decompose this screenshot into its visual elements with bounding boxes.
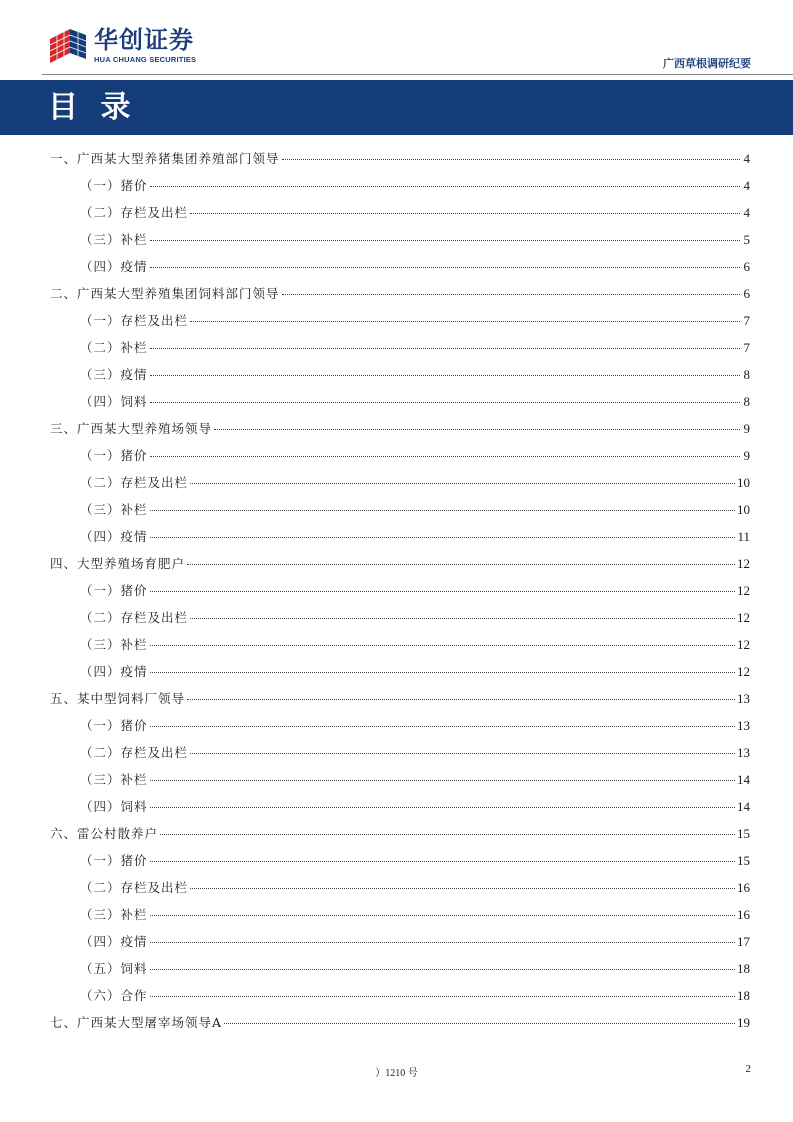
toc-subsection-link[interactable] (50, 388, 750, 415)
toc-section-link[interactable] (50, 685, 750, 712)
toc-dot-leader (190, 321, 740, 322)
toc-dot-leader (150, 996, 735, 997)
toc-dot-leader (150, 780, 735, 781)
toc-entry-label: （一）猪价 (80, 583, 148, 598)
toc-entry-page: 17 (737, 934, 750, 949)
toc-entry-label: （二）补栏 (80, 340, 148, 355)
toc-dot-leader (224, 1023, 735, 1024)
toc-entry-label: （三）补栏 (80, 502, 148, 517)
toc-entry-label: （五）饲料 (80, 961, 148, 976)
toc-subsection-link[interactable] (50, 712, 750, 739)
toc-entry-page: 4 (743, 151, 750, 166)
toc-entry-page: 12 (737, 664, 750, 679)
toc-section-link[interactable] (50, 145, 750, 172)
hua-chuang-logo-icon (50, 27, 86, 63)
toc-entry-label: 六、雷公村散养户 (50, 826, 159, 841)
toc-entry-page: 12 (737, 556, 750, 571)
toc-entry-label: （四）饲料 (80, 799, 148, 814)
toc-subsection-link[interactable] (50, 901, 750, 928)
toc-entry-page: 16 (737, 907, 750, 922)
toc-subsection-link[interactable] (50, 334, 750, 361)
toc-subsection-link[interactable] (50, 253, 750, 280)
page-header (0, 0, 793, 80)
toc-entry-label: 三、广西某大型养殖场领导 (50, 421, 213, 436)
toc-section-link[interactable] (50, 280, 750, 307)
toc-section-link[interactable] (50, 550, 750, 577)
toc-entry-page: 7 (743, 340, 750, 355)
toc-entry-label: （一）猪价 (80, 718, 148, 733)
report-tag: 广西草根调研纪要 (663, 57, 751, 70)
toc-subsection-link[interactable] (50, 874, 750, 901)
toc-entry-label: （二）存栏及出栏 (80, 205, 189, 220)
toc-entry-page: 6 (743, 286, 750, 301)
toc-dot-leader (150, 510, 735, 511)
toc-subsection-link[interactable] (50, 604, 750, 631)
toc-subsection-link[interactable] (50, 523, 750, 550)
toc-dot-leader (150, 537, 736, 538)
toc-subsection-link[interactable] (50, 928, 750, 955)
toc-entry-page: 5 (743, 232, 750, 247)
toc-entry-page: 10 (737, 475, 750, 490)
toc-subsection-link[interactable] (50, 955, 750, 982)
toc-subsection-link[interactable] (50, 469, 750, 496)
toc-subsection-link[interactable] (50, 172, 750, 199)
toc-entry-label: 一、广西某大型养猪集团养殖部门领导 (50, 151, 280, 166)
toc-subsection-link[interactable] (50, 766, 750, 793)
toc-subsection-link[interactable] (50, 361, 750, 388)
toc-entry-label: （四）疫情 (80, 259, 148, 274)
toc-entry-page: 13 (737, 718, 750, 733)
toc-entry-page: 16 (737, 880, 750, 895)
toc-entry-label: （四）疫情 (80, 664, 148, 679)
brand-name-cn: 华创证券 (94, 26, 194, 54)
toc-entry-label: 五、某中型饲料厂领导 (50, 691, 186, 706)
toc-section-link[interactable] (50, 1009, 750, 1036)
toc-entry-label: （三）补栏 (80, 907, 148, 922)
toc-entry-page: 8 (743, 367, 750, 382)
toc-entry-page: 18 (737, 988, 750, 1003)
toc-subsection-link[interactable] (50, 631, 750, 658)
toc-dot-leader (150, 942, 735, 943)
toc-entry-label: （三）疫情 (80, 367, 148, 382)
toc-entry-page: 8 (743, 394, 750, 409)
toc-entry-page: 18 (737, 961, 750, 976)
toc-dot-leader (187, 564, 735, 565)
toc-entry-label: （六）合作 (80, 988, 148, 1003)
toc-dot-leader (150, 186, 740, 187)
toc-entry-page: 14 (737, 772, 750, 787)
toc-dot-leader (187, 699, 735, 700)
toc-entry-page: 4 (743, 205, 750, 220)
toc-entry-label: （四）疫情 (80, 529, 148, 544)
toc-dot-leader (150, 375, 740, 376)
header-divider (42, 74, 793, 75)
toc-entry-label: （二）存栏及出栏 (80, 745, 189, 760)
toc-entry-label: （二）存栏及出栏 (80, 610, 189, 625)
toc-section-link[interactable] (50, 415, 750, 442)
toc-subsection-link[interactable] (50, 739, 750, 766)
title-band (0, 80, 793, 135)
toc-entry-page: 14 (737, 799, 750, 814)
brand-name-en: HUA CHUANG SECURITIES (94, 55, 197, 64)
toc-subsection-link[interactable] (50, 982, 750, 1009)
toc-dot-leader (190, 213, 740, 214)
toc-dot-leader (282, 159, 740, 160)
toc-dot-leader (150, 915, 735, 916)
toc-entry-label: （三）补栏 (80, 232, 148, 247)
toc-subsection-link[interactable] (50, 442, 750, 469)
toc-entry-label: （一）猪价 (80, 178, 148, 193)
toc-dot-leader (150, 591, 735, 592)
toc-entry-label: （二）存栏及出栏 (80, 475, 189, 490)
toc-entry-page: 15 (737, 826, 750, 841)
toc-section-link[interactable] (50, 820, 750, 847)
toc-entry-label: （三）补栏 (80, 772, 148, 787)
toc-entry-label: 七、广西某大型屠宰场领导A (50, 1015, 223, 1030)
toc-entry-page: 13 (737, 745, 750, 760)
toc-subsection-link[interactable] (50, 658, 750, 685)
toc-entry-page: 9 (743, 421, 750, 436)
toc-entry-page: 13 (737, 691, 750, 706)
toc-subsection-link[interactable] (50, 199, 750, 226)
toc-dot-leader (150, 861, 735, 862)
toc-dot-leader (214, 429, 740, 430)
page-title: 目 录 (48, 90, 137, 125)
toc-dot-leader (150, 645, 735, 646)
toc-entry-label: （一）猪价 (80, 448, 148, 463)
toc-entry-page: 12 (737, 583, 750, 598)
toc-dot-leader (190, 753, 735, 754)
toc-subsection-link[interactable] (50, 793, 750, 820)
table-of-contents (50, 145, 750, 1036)
toc-entry-page: 12 (737, 637, 750, 652)
toc-dot-leader (150, 456, 740, 457)
footer-report-number: ）1210 号 (375, 1068, 418, 1079)
toc-dot-leader (190, 483, 735, 484)
toc-entry-page: 4 (743, 178, 750, 193)
toc-subsection-link[interactable] (50, 226, 750, 253)
toc-entry-page: 11 (737, 529, 750, 544)
toc-entry-label: 四、大型养殖场育肥户 (50, 556, 186, 571)
toc-dot-leader (282, 294, 740, 295)
toc-dot-leader (150, 672, 735, 673)
toc-subsection-link[interactable] (50, 577, 750, 604)
toc-entry-label: （一）存栏及出栏 (80, 313, 189, 328)
toc-subsection-link[interactable] (50, 307, 750, 334)
toc-entry-page: 19 (737, 1015, 750, 1030)
toc-dot-leader (160, 834, 735, 835)
toc-entry-page: 12 (737, 610, 750, 625)
toc-dot-leader (150, 969, 735, 970)
toc-entry-label: （四）饲料 (80, 394, 148, 409)
toc-entry-label: （一）猪价 (80, 853, 148, 868)
toc-subsection-link[interactable] (50, 847, 750, 874)
toc-dot-leader (150, 267, 740, 268)
toc-entry-label: 二、广西某大型养殖集团饲料部门领导 (50, 286, 280, 301)
toc-dot-leader (190, 888, 735, 889)
toc-entry-page: 7 (743, 313, 750, 328)
toc-entry-label: （二）存栏及出栏 (80, 880, 189, 895)
footer-page-number: 2 (745, 1063, 751, 1075)
toc-dot-leader (150, 807, 735, 808)
toc-entry-page: 10 (737, 502, 750, 517)
toc-dot-leader (150, 240, 740, 241)
toc-entry-label: （四）疫情 (80, 934, 148, 949)
toc-entry-page: 6 (743, 259, 750, 274)
toc-dot-leader (190, 618, 735, 619)
toc-dot-leader (150, 726, 735, 727)
toc-entry-label: （三）补栏 (80, 637, 148, 652)
toc-entry-page: 15 (737, 853, 750, 868)
toc-dot-leader (150, 348, 740, 349)
toc-subsection-link[interactable] (50, 496, 750, 523)
toc-dot-leader (150, 402, 740, 403)
toc-entry-page: 9 (743, 448, 750, 463)
